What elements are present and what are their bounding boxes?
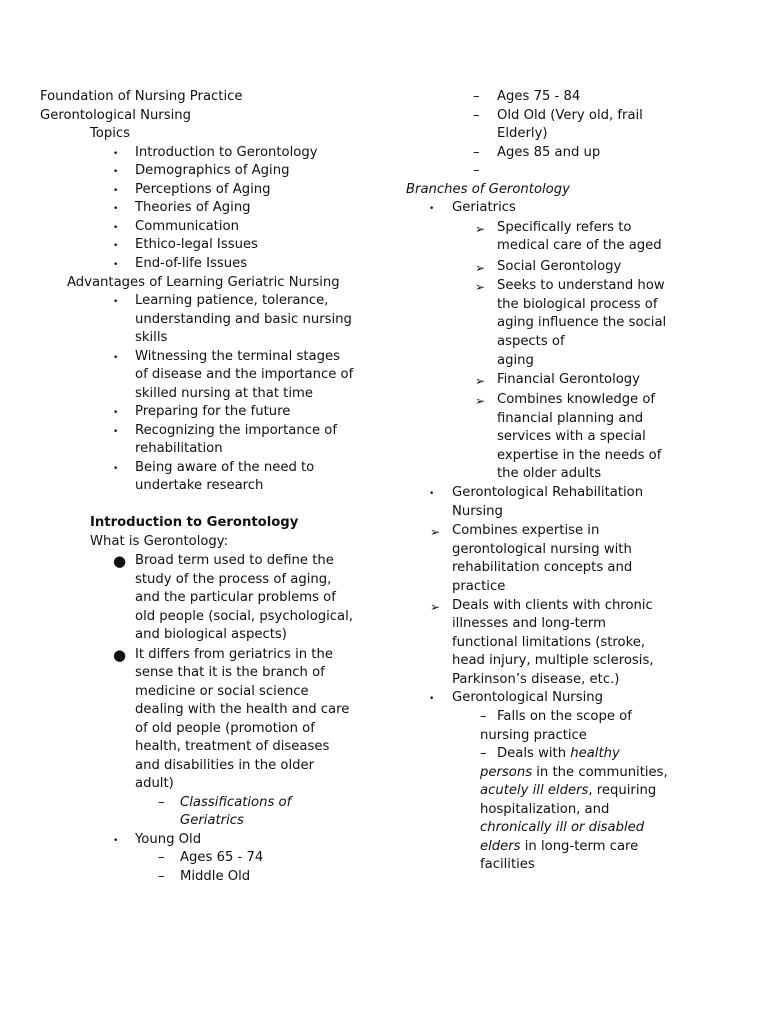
section-heading: Introduction to Gerontology	[90, 515, 299, 530]
bullet-marker: •	[429, 204, 435, 214]
classifications-label: Classifications of	[180, 795, 292, 810]
deals-text: Deals with	[497, 746, 571, 761]
rehab-item-line: Deals with clients with chronic	[452, 598, 653, 613]
deals-line: facilities	[480, 857, 535, 872]
deals-text: in the communities,	[532, 765, 668, 780]
definition-line: and biological aspects)	[135, 627, 287, 642]
definition-line: medicine or social science	[135, 684, 309, 699]
topic-item: Introduction to Gerontology	[135, 145, 318, 160]
deals-line	[480, 782, 656, 801]
geriatrics-item-line: aging	[497, 353, 534, 368]
topics-label: Topics	[90, 126, 131, 141]
arrow-bullet-icon: ➢	[475, 374, 486, 388]
topic-item: Theories of Aging	[135, 200, 251, 215]
geriatrics-item-line: the biological process of	[497, 297, 658, 312]
bullet-marker: •	[113, 167, 119, 177]
rehab-item-line: head injury, multiple sclerosis,	[452, 653, 654, 668]
geriatrics-item-line: Seeks to understand how	[497, 278, 665, 293]
age-range: Ages 75 - 84	[497, 89, 581, 104]
bullet-marker: •	[113, 427, 119, 437]
deals-emphasis: acutely ill elders	[480, 783, 589, 798]
definition-line: It differs from geriatrics in the	[135, 647, 333, 662]
bullet-marker: •	[113, 241, 119, 251]
topic-item: End-of-life Issues	[135, 256, 248, 271]
geriatrics-item-line: aging influence the social	[497, 315, 667, 330]
dash-marker: –	[158, 869, 165, 884]
bullet-marker: •	[113, 186, 119, 196]
advantage-item-line: Learning patience, tolerance,	[135, 293, 329, 308]
branches-heading: Branches of Gerontology	[406, 182, 570, 197]
bullet-marker: •	[113, 464, 119, 474]
arrow-bullet-icon: ➢	[475, 394, 486, 408]
bullet-marker: •	[113, 260, 119, 270]
advantage-item-line: skilled nursing at that time	[135, 386, 313, 401]
what-is-label: What is Gerontology:	[90, 534, 229, 549]
advantage-item-line: understanding and basic nursing	[135, 312, 352, 327]
bullet-marker: •	[113, 223, 119, 233]
topic-item: Demographics of Aging	[135, 163, 290, 178]
rehab-item-line: practice	[452, 579, 506, 594]
branch-item: Nursing	[452, 504, 503, 519]
definition-line: and disabilities in the older	[135, 758, 315, 773]
geriatrics-item-line: Social Gerontology	[497, 259, 622, 274]
geriatrics-item-line: medical care of the aged	[497, 238, 662, 253]
bullet-marker: •	[113, 408, 119, 418]
bullet-marker: •	[113, 297, 119, 307]
definition-line: old people (social, psychological,	[135, 609, 353, 624]
deals-emphasis: elders	[480, 839, 521, 854]
round-bullet-marker: ●	[113, 646, 127, 664]
deals-emphasis: persons	[480, 765, 533, 780]
topic-item: Perceptions of Aging	[135, 182, 271, 197]
advantage-item-line: Preparing for the future	[135, 404, 291, 419]
rehab-item-line: Parkinson’s disease, etc.)	[452, 672, 620, 687]
dash-marker: –	[158, 795, 165, 810]
geriatrics-item-line: Combines knowledge of	[497, 392, 656, 407]
rehab-item-line: Combines expertise in	[452, 523, 600, 538]
rehab-item-line: rehabilitation concepts and	[452, 560, 633, 575]
bullet-marker: •	[429, 694, 435, 704]
advantage-item-line: of disease and the importance of	[135, 367, 354, 382]
deals-text: in long-term care	[520, 839, 639, 854]
rehab-item-line: functional limitations (stroke,	[452, 635, 646, 650]
bullet-marker: •	[429, 489, 435, 499]
classifications-label: Geriatrics	[180, 813, 244, 828]
geriatrics-item-line: the older adults	[497, 466, 602, 481]
branch-item: Gerontological Nursing	[452, 690, 603, 705]
dash-marker: –	[473, 89, 480, 104]
geriatrics-item-line: Financial Gerontology	[497, 372, 640, 387]
geriatrics-item-line: services with a special	[497, 429, 646, 444]
old-old-label: Elderly)	[497, 126, 548, 141]
age-range: Ages 65 - 74	[180, 850, 264, 865]
bullet-marker: •	[113, 353, 119, 363]
middle-old-label: Middle Old	[180, 869, 251, 884]
definition-line: health, treatment of diseases	[135, 739, 330, 754]
dash-marker: –	[473, 145, 480, 160]
definition-line: of old people (promotion of	[135, 721, 315, 736]
definition-line: study of the process of aging,	[135, 572, 332, 587]
deals-text: , requiring	[588, 783, 657, 798]
scope-line: nursing practice	[480, 728, 587, 743]
deals-line: chronically ill or disabled	[480, 820, 645, 835]
dash-marker: –	[473, 108, 480, 123]
advantage-item-line: skills	[135, 330, 168, 345]
geriatrics-item-line: aspects of	[497, 334, 565, 349]
geriatrics-item-line: financial planning and	[497, 411, 644, 426]
arrow-bullet-icon: ➢	[475, 222, 486, 236]
advantage-item-line: rehabilitation	[135, 441, 223, 456]
deals-line	[480, 764, 668, 783]
arrow-bullet-icon: ➢	[475, 261, 486, 275]
topic-item: Communication	[135, 219, 239, 234]
deals-line	[480, 838, 638, 857]
document-title: Foundation of Nursing Practice	[40, 89, 243, 104]
branch-item: Geriatrics	[452, 200, 516, 215]
geriatrics-item-line: Specifically refers to	[497, 220, 632, 235]
old-old-label: Old Old (Very old, frail	[497, 108, 643, 123]
definition-line: dealing with the health and care	[135, 702, 350, 717]
definition-line: sense that it is the branch of	[135, 665, 325, 680]
advantage-item-line: Recognizing the importance of	[135, 423, 337, 438]
definition-line: and the particular problems of	[135, 590, 336, 605]
bullet-marker: •	[113, 204, 119, 214]
scope-line: Falls on the scope of	[497, 709, 632, 724]
dash-marker: –	[158, 850, 165, 865]
document-subtitle: Gerontological Nursing	[40, 108, 191, 123]
arrow-bullet-icon: ➢	[430, 600, 441, 614]
dash-marker: –	[480, 746, 487, 761]
definition-line: adult)	[135, 776, 174, 791]
branch-item: Gerontological Rehabilitation	[452, 485, 644, 500]
bullet-marker: •	[113, 836, 119, 846]
arrow-bullet-icon: ➢	[430, 525, 441, 539]
round-bullet-marker: ●	[113, 552, 127, 570]
dash-marker: –	[473, 163, 480, 178]
deals-line: hospitalization, and	[480, 802, 610, 817]
advantage-item-line: Being aware of the need to	[135, 460, 315, 475]
bullet-marker: •	[113, 149, 119, 159]
deals-line	[497, 745, 620, 764]
rehab-item-line: gerontological nursing with	[452, 542, 632, 557]
advantages-heading: Advantages of Learning Geriatric Nursing	[67, 275, 340, 290]
arrow-bullet-icon: ➢	[475, 280, 486, 294]
rehab-item-line: illnesses and long-term	[452, 616, 606, 631]
definition-line: Broad term used to define the	[135, 553, 334, 568]
advantage-item-line: undertake research	[135, 478, 264, 493]
young-old-label: Young Old	[135, 832, 202, 847]
advantage-item-line: Witnessing the terminal stages	[135, 349, 340, 364]
topic-item: Ethico-legal Issues	[135, 237, 258, 252]
dash-marker: –	[480, 709, 487, 724]
age-range: Ages 85 and up	[497, 145, 601, 160]
deals-emphasis: healthy	[570, 746, 620, 761]
geriatrics-item-line: expertise in the needs of	[497, 448, 662, 463]
